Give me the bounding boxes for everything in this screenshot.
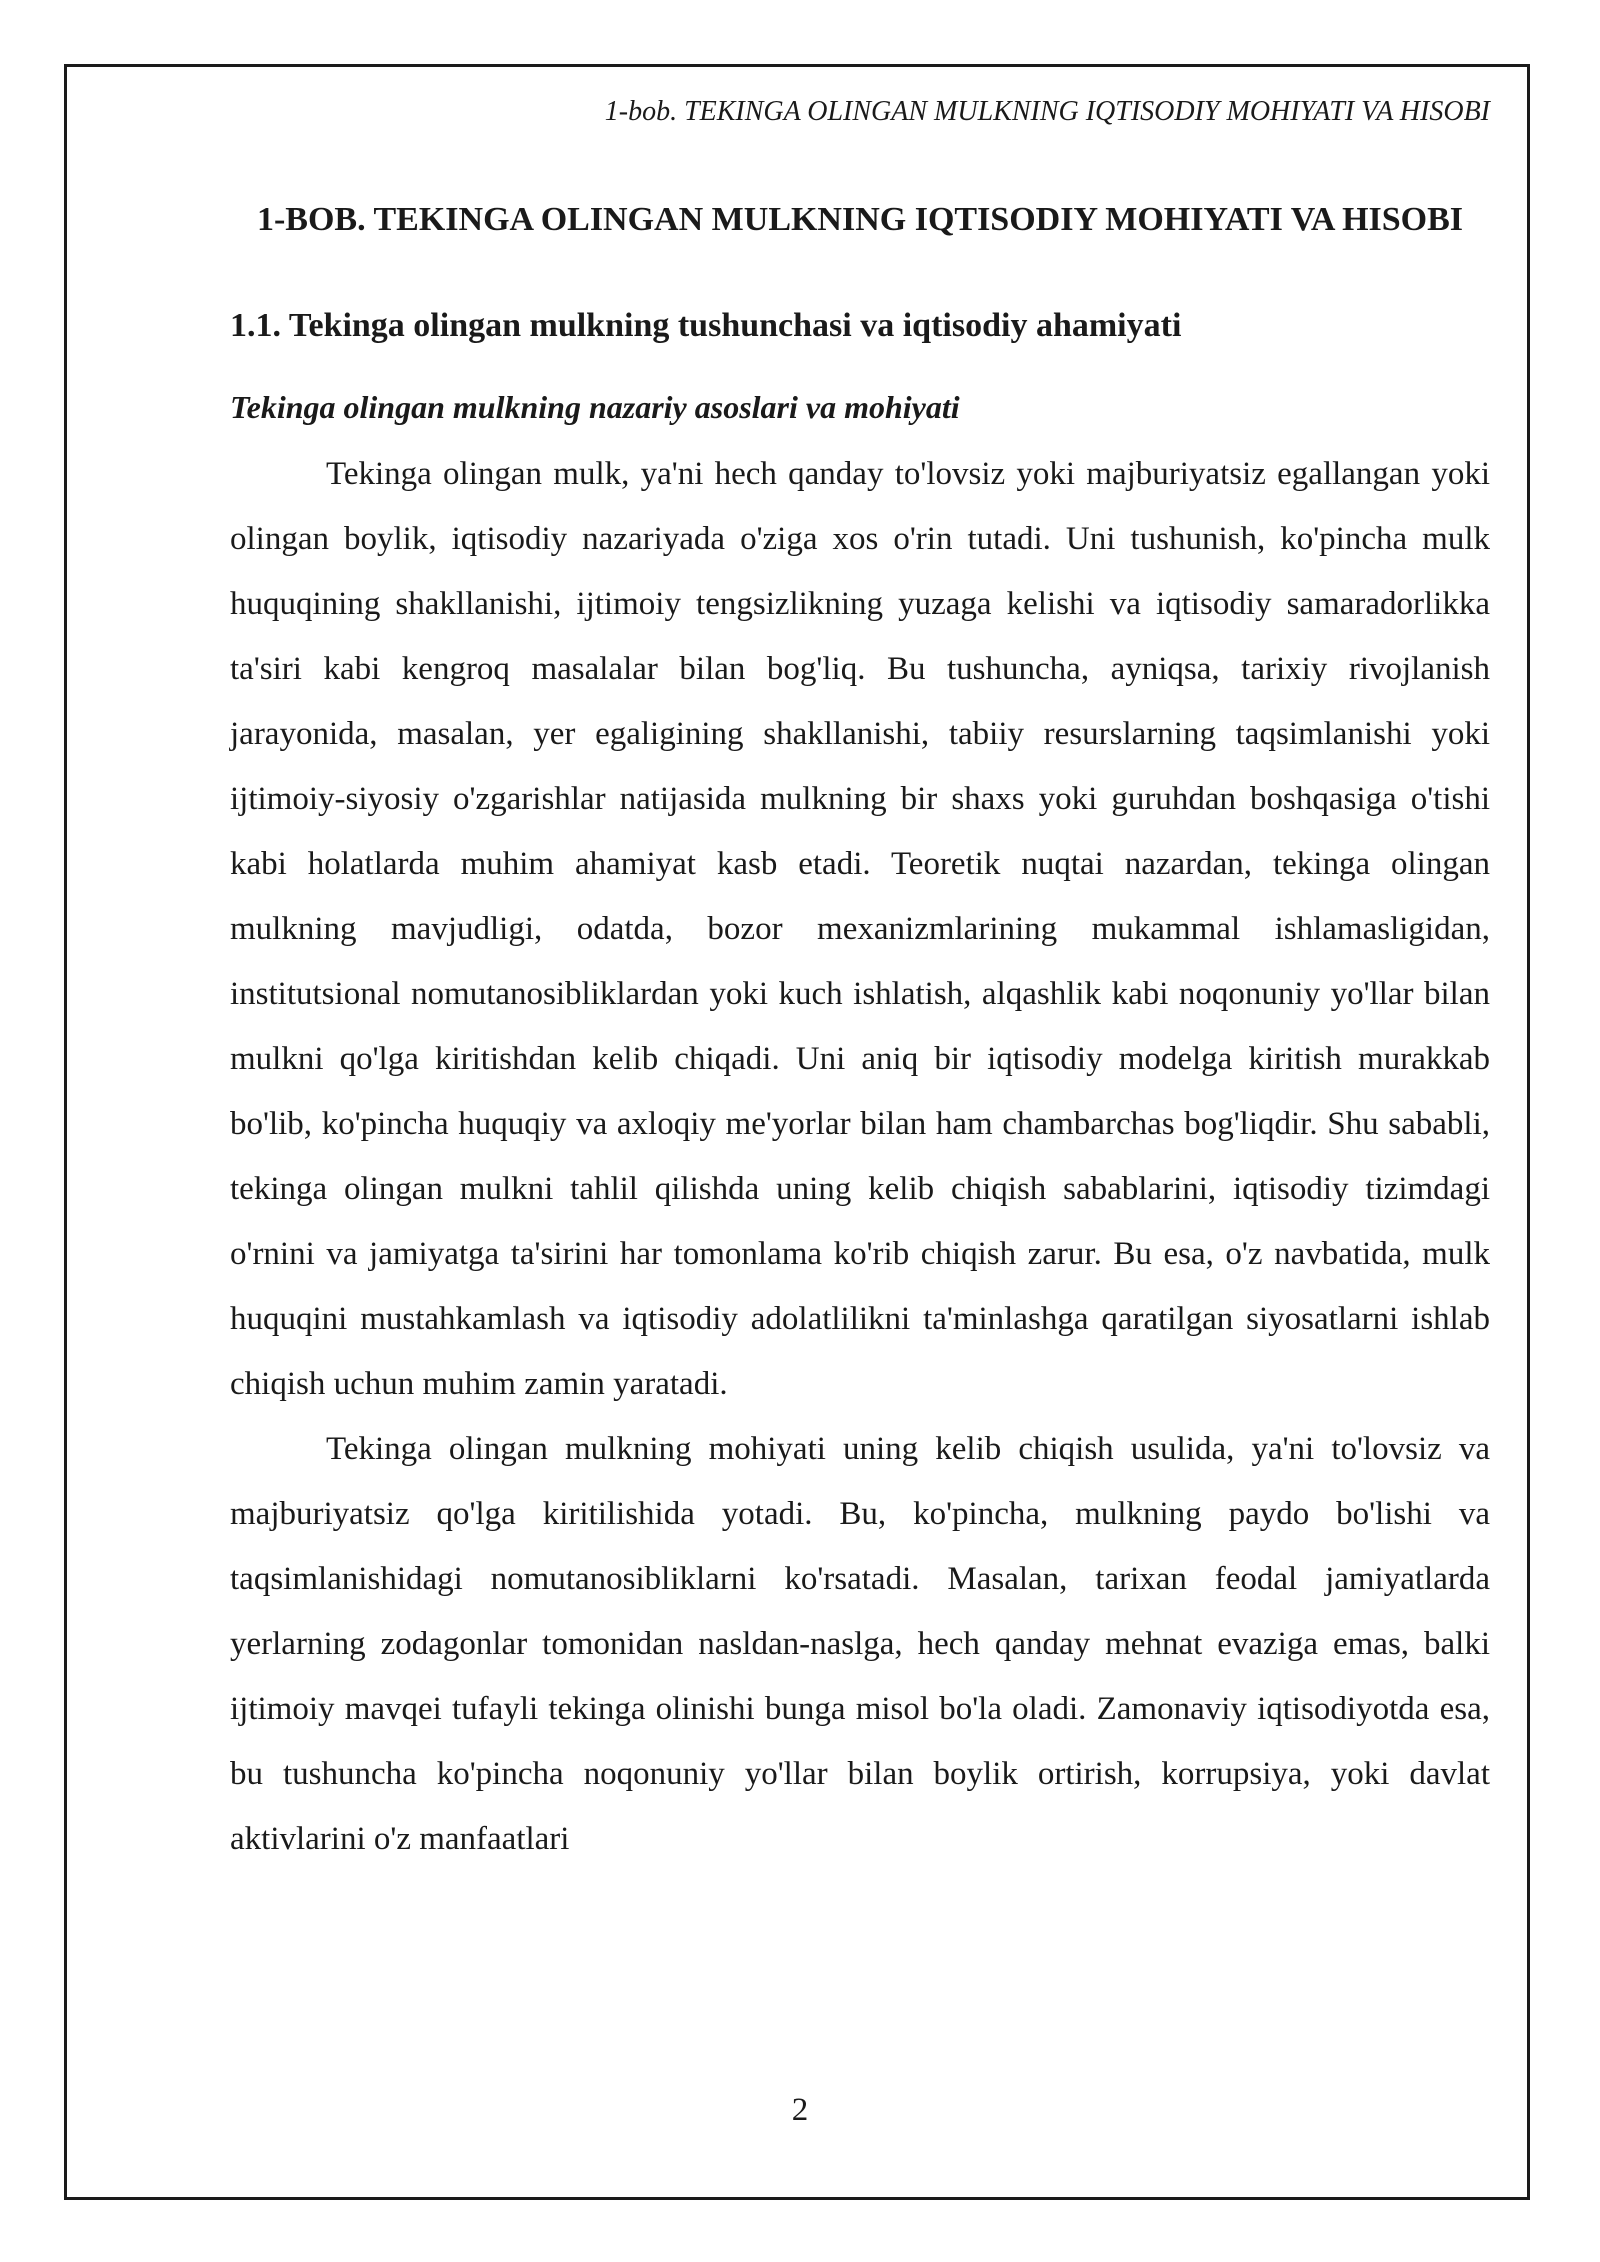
- page-number: 2: [791, 2092, 809, 2128]
- section-title: 1.1. Tekinga olingan mulkning tushunchasi va iqtisodiy ahamiyati: [230, 307, 1182, 344]
- document-body: [230, 188, 1490, 1872]
- paragraph: Tekinga olingan mulkning mohiyati uning kelib chiqish usulida, ya'ni to'lovsiz va majburiyatsiz qo'lga kiritilishida yotadi. Bu, ko'pincha, mulkning paydo bo'lishi va taqsimlanishidagi nomutanosibliklarni ko'rsatadi. Masalan, tarixan feodal jamiyatlarda yerlarning zodagonlar tomonidan nasldan-naslga, hech qanday mehnat evaziga emas, balki ijtimoiy mavqei tufayli tekinga olinishi bunga misol bo'la oladi. Zamonaviy iqtisodiyotda esa, bu tushuncha ko'pincha noqonuniy yo'llar bilan boylik ortirish, korrupsiya, yoki davlat aktivlarini o'z manfaatlari: [230, 1431, 1490, 1857]
- running-header: 1-bob. TEKINGA OLINGAN MULKNING IQTISODIY MOHIYATI VA HISOBI: [604, 96, 1490, 127]
- subsection-title: Tekinga olingan mulkning nazariy asoslari va mohiyati: [230, 389, 960, 425]
- paragraph: Tekinga olingan mulk, ya'ni hech qanday to'lovsiz yoki majburiyatsiz egallangan yoki olingan boylik, iqtisodiy nazariyada o'ziga xos o'rin tutadi. Uni tushunish, ko'pincha mulk huquqining shakllanishi, ijtimoiy tengsizlikning yuzaga kelishi va iqtisodiy samaradorlikka ta'siri kabi kengroq masalalar bilan bog'liq. Bu tushuncha, ayniqsa, tarixiy rivojlanish jarayonida, masalan, yer egaligining shakllanishi, tabiiy resurslarning taqsimlanishi yoki ijtimoiy-siyosiy o'zgarishlar natijasida mulkning bir shaxs yoki guruhdan boshqasiga o'tishi kabi holatlarda muhim ahamiyat kasb etadi. Teoretik nuqtai nazardan, tekinga olingan mulkning mavjudligi, odatda, bozor mexanizmlarining mukammal ishlamasligidan, institutsional nomutanosibliklardan yoki kuch ishlatish, alqashlik kabi noqonuniy yo'llar bilan mulkni qo'lga kiritishdan kelib chiqadi. Uni aniq bir iqtisodiy modelga kiritish murakkab bo'lib, ko'pincha huquqiy va axloqiy me'yorlar bilan ham chambarchas bog'liqdir. Shu sababli, tekinga olingan mulkni tahlil qilishda uning kelib chiqish sabablarini, iqtisodiy tizimdagi o'rnini va jamiyatga ta'sirini har tomonlama ko'rib chiqish zarur. Bu esa, o'z navbatida, mulk huquqini mustahkamlash va iqtisodiy adolatlilikni ta'minlashga qaratilgan siyosatlarni ishlab chiqish uchun muhim zamin yaratadi.: [230, 456, 1490, 1402]
- chapter-title: 1-BOB. TEKINGA OLINGAN MULKNING IQTISODIY MOHIYATI VA HISOBI: [256, 201, 1464, 238]
